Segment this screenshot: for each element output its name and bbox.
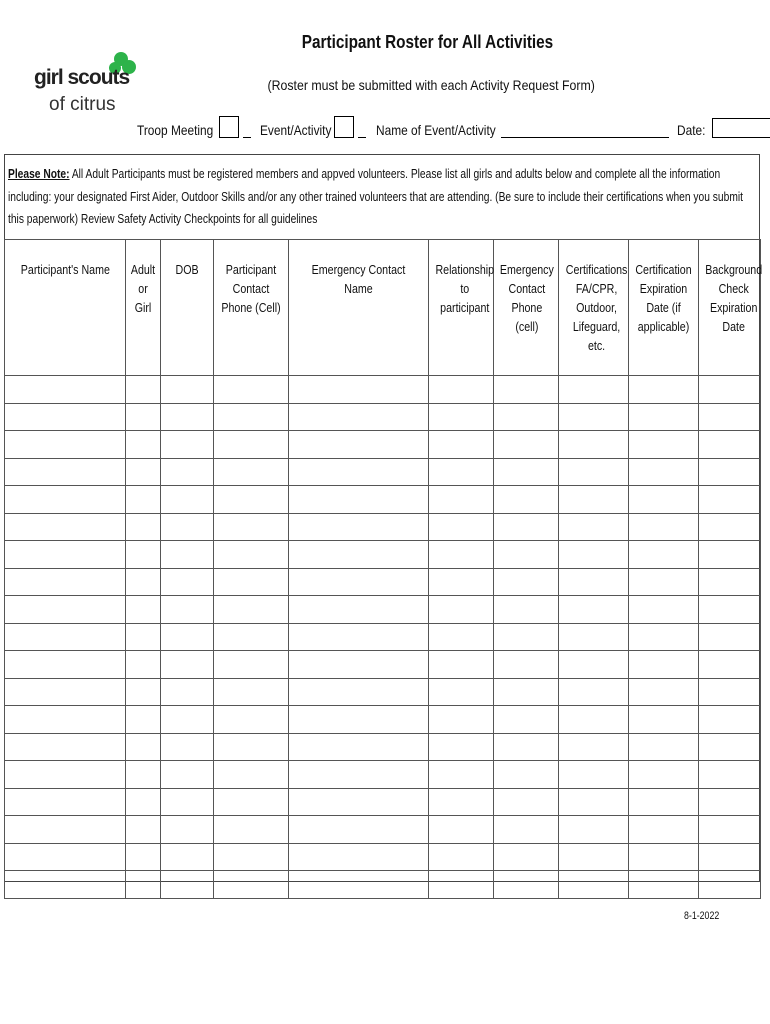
table-cell[interactable] xyxy=(214,706,289,734)
table-cell[interactable] xyxy=(5,843,126,871)
table-cell[interactable] xyxy=(5,678,126,706)
table-cell[interactable] xyxy=(289,678,429,706)
col-header-participant-phone: Participant Contact Phone (Cell) xyxy=(214,240,289,376)
table-cell[interactable] xyxy=(699,568,761,596)
table-row xyxy=(5,761,761,789)
table-cell[interactable] xyxy=(429,513,494,541)
table-cell[interactable] xyxy=(5,376,126,404)
table-cell[interactable] xyxy=(429,623,494,651)
table-cell[interactable] xyxy=(629,788,699,816)
table-cell[interactable] xyxy=(699,596,761,624)
table-cell[interactable] xyxy=(161,541,214,569)
table-cell[interactable] xyxy=(5,513,126,541)
table-cell[interactable] xyxy=(126,623,161,651)
troop-meeting-blank xyxy=(243,123,251,138)
table-cell[interactable] xyxy=(161,623,214,651)
table-cell[interactable] xyxy=(214,788,289,816)
table-cell[interactable] xyxy=(126,541,161,569)
table-cell[interactable] xyxy=(699,403,761,431)
table-cell[interactable] xyxy=(214,761,289,789)
table-cell[interactable] xyxy=(161,486,214,514)
table-cell[interactable] xyxy=(126,871,161,899)
table-cell[interactable] xyxy=(559,843,629,871)
col-header-background-check: Background Check Expiration Date xyxy=(699,240,761,376)
table-row xyxy=(5,513,761,541)
table-cell[interactable] xyxy=(429,431,494,459)
table-cell[interactable] xyxy=(161,788,214,816)
table-cell[interactable] xyxy=(699,871,761,899)
table-row xyxy=(5,568,761,596)
table-cell[interactable] xyxy=(5,623,126,651)
table-cell[interactable] xyxy=(559,513,629,541)
event-activity-label: Event/Activity xyxy=(260,122,332,138)
table-cell[interactable] xyxy=(126,403,161,431)
table-cell[interactable] xyxy=(429,596,494,624)
table-cell[interactable] xyxy=(214,376,289,404)
table-cell[interactable] xyxy=(429,761,494,789)
table-cell[interactable] xyxy=(214,513,289,541)
table-cell[interactable] xyxy=(629,706,699,734)
event-name-label: Name of Event/Activity xyxy=(376,122,496,138)
table-cell[interactable] xyxy=(214,596,289,624)
table-row xyxy=(5,458,761,486)
table-row xyxy=(5,651,761,679)
table-cell[interactable] xyxy=(289,431,429,459)
table-cell[interactable] xyxy=(429,568,494,596)
table-cell[interactable] xyxy=(126,486,161,514)
table-cell[interactable] xyxy=(161,843,214,871)
table-cell[interactable] xyxy=(429,843,494,871)
table-cell[interactable] xyxy=(699,376,761,404)
table-row xyxy=(5,596,761,624)
table-cell[interactable] xyxy=(214,651,289,679)
table-cell[interactable] xyxy=(429,403,494,431)
table-cell[interactable] xyxy=(629,541,699,569)
event-fields-row xyxy=(137,116,770,138)
table-cell[interactable] xyxy=(699,816,761,844)
table-cell[interactable] xyxy=(5,541,126,569)
table-cell[interactable] xyxy=(494,678,559,706)
table-cell[interactable] xyxy=(161,513,214,541)
table-row xyxy=(5,871,761,899)
table-cell[interactable] xyxy=(289,623,429,651)
table-cell[interactable] xyxy=(699,678,761,706)
table-cell[interactable] xyxy=(126,431,161,459)
table-cell[interactable] xyxy=(5,596,126,624)
table-cell[interactable] xyxy=(629,733,699,761)
table-cell[interactable] xyxy=(629,458,699,486)
table-cell[interactable] xyxy=(214,486,289,514)
table-cell[interactable] xyxy=(126,761,161,789)
table-cell[interactable] xyxy=(161,568,214,596)
table-cell[interactable] xyxy=(161,816,214,844)
col-header-emergency-contact-name: Emergency Contact Name xyxy=(289,240,429,376)
table-cell[interactable] xyxy=(214,403,289,431)
table-cell[interactable] xyxy=(289,651,429,679)
table-cell[interactable] xyxy=(559,761,629,789)
table-cell[interactable] xyxy=(629,403,699,431)
col-header-certifications: Certifications FA/CPR, Outdoor, Lifeguard, etc. xyxy=(559,240,629,376)
table-row xyxy=(5,733,761,761)
table-cell[interactable] xyxy=(429,678,494,706)
table-cell[interactable] xyxy=(429,651,494,679)
table-header-row xyxy=(5,240,761,376)
table-cell[interactable] xyxy=(494,761,559,789)
table-cell[interactable] xyxy=(699,541,761,569)
table-cell[interactable] xyxy=(429,733,494,761)
table-cell[interactable] xyxy=(494,431,559,459)
table-cell[interactable] xyxy=(5,458,126,486)
table-cell[interactable] xyxy=(559,541,629,569)
col-header-participant-name: Participant's Name xyxy=(5,240,126,376)
table-row xyxy=(5,486,761,514)
table-row xyxy=(5,678,761,706)
table-cell[interactable] xyxy=(494,706,559,734)
table-cell[interactable] xyxy=(126,513,161,541)
table-cell[interactable] xyxy=(5,431,126,459)
note-label: Please Note: xyxy=(8,167,70,181)
date-label: Date: xyxy=(676,122,706,138)
logo-text-line2: of citrus xyxy=(49,94,116,115)
table-cell[interactable] xyxy=(429,541,494,569)
col-header-cert-expiration: Certification Expiration Date (if applicable) xyxy=(629,240,699,376)
table-cell[interactable] xyxy=(5,486,126,514)
table-cell[interactable] xyxy=(214,843,289,871)
table-cell[interactable] xyxy=(161,651,214,679)
logo-text-line1: girl scouts xyxy=(34,66,130,89)
table-cell[interactable] xyxy=(126,678,161,706)
table-cell[interactable] xyxy=(214,568,289,596)
table-cell[interactable] xyxy=(161,403,214,431)
table-cell[interactable] xyxy=(429,871,494,899)
table-cell[interactable] xyxy=(214,816,289,844)
table-cell[interactable] xyxy=(494,623,559,651)
table-cell[interactable] xyxy=(126,788,161,816)
note-text: All Adult Participants must be registered members and appved volunteers. Please list all girls and adults below and complete all the information including: your designated First Aider, Outdoor Skills and/or any other trained volunteers that are attending. (Be sure to include their certifications when you submit this paperwork) Review Safety Activity Checkpoints for all guidelines xyxy=(8,167,743,226)
table-cell[interactable] xyxy=(214,733,289,761)
table-cell[interactable] xyxy=(699,486,761,514)
table-cell[interactable] xyxy=(629,376,699,404)
table-row xyxy=(5,623,761,651)
table-cell[interactable] xyxy=(429,376,494,404)
table-cell[interactable] xyxy=(5,706,126,734)
table-cell[interactable] xyxy=(289,376,429,404)
table-cell[interactable] xyxy=(5,788,126,816)
table-row xyxy=(5,431,761,459)
col-header-dob: DOB xyxy=(161,240,214,376)
table-cell[interactable] xyxy=(699,843,761,871)
table-cell[interactable] xyxy=(214,431,289,459)
table-cell[interactable] xyxy=(5,761,126,789)
table-cell[interactable] xyxy=(289,486,429,514)
table-cell[interactable] xyxy=(126,651,161,679)
roster-body xyxy=(5,376,761,899)
table-cell[interactable] xyxy=(494,871,559,899)
table-cell[interactable] xyxy=(699,733,761,761)
table-cell[interactable] xyxy=(494,568,559,596)
table-cell[interactable] xyxy=(429,816,494,844)
table-cell[interactable] xyxy=(699,651,761,679)
table-cell[interactable] xyxy=(5,568,126,596)
table-cell[interactable] xyxy=(161,871,214,899)
page-subtitle: (Roster must be submitted with each Activity Request Form) xyxy=(267,77,595,93)
table-cell[interactable] xyxy=(559,376,629,404)
table-cell[interactable] xyxy=(214,623,289,651)
table-cell[interactable] xyxy=(214,541,289,569)
table-cell[interactable] xyxy=(629,513,699,541)
table-cell[interactable] xyxy=(559,706,629,734)
table-row xyxy=(5,376,761,404)
table-cell[interactable] xyxy=(289,871,429,899)
table-cell[interactable] xyxy=(699,788,761,816)
table-cell[interactable] xyxy=(126,568,161,596)
table-cell[interactable] xyxy=(126,816,161,844)
date-field[interactable] xyxy=(712,118,770,138)
table-row xyxy=(5,541,761,569)
table-cell[interactable] xyxy=(289,761,429,789)
table-cell[interactable] xyxy=(126,706,161,734)
table-cell[interactable] xyxy=(699,706,761,734)
table-cell[interactable] xyxy=(161,678,214,706)
table-cell[interactable] xyxy=(629,871,699,899)
event-name-field[interactable] xyxy=(501,123,669,138)
table-cell[interactable] xyxy=(559,403,629,431)
table-cell[interactable] xyxy=(559,431,629,459)
col-header-adult-or-girl: Adult or Girl xyxy=(126,240,161,376)
table-cell[interactable] xyxy=(699,458,761,486)
table-cell[interactable] xyxy=(559,733,629,761)
table-cell[interactable] xyxy=(494,513,559,541)
table-cell[interactable] xyxy=(429,706,494,734)
table-cell[interactable] xyxy=(5,651,126,679)
table-cell[interactable] xyxy=(494,596,559,624)
table-cell[interactable] xyxy=(289,816,429,844)
table-cell[interactable] xyxy=(494,843,559,871)
table-row xyxy=(5,788,761,816)
table-cell[interactable] xyxy=(629,568,699,596)
table-cell[interactable] xyxy=(214,871,289,899)
table-cell[interactable] xyxy=(629,651,699,679)
table-row xyxy=(5,843,761,871)
table-cell[interactable] xyxy=(494,816,559,844)
table-cell[interactable] xyxy=(289,541,429,569)
table-cell[interactable] xyxy=(494,458,559,486)
table-cell[interactable] xyxy=(494,376,559,404)
table-cell[interactable] xyxy=(126,596,161,624)
table-cell[interactable] xyxy=(494,651,559,679)
table-cell[interactable] xyxy=(629,678,699,706)
table-cell[interactable] xyxy=(629,623,699,651)
table-cell[interactable] xyxy=(559,568,629,596)
table-cell[interactable] xyxy=(699,513,761,541)
table-cell[interactable] xyxy=(429,458,494,486)
col-header-relationship: Relationship to participant xyxy=(429,240,494,376)
table-cell[interactable] xyxy=(214,458,289,486)
table-cell[interactable] xyxy=(629,596,699,624)
troop-meeting-label: Troop Meeting xyxy=(137,122,214,138)
table-cell[interactable] xyxy=(699,623,761,651)
table-cell[interactable] xyxy=(289,403,429,431)
table-cell[interactable] xyxy=(629,486,699,514)
table-cell[interactable] xyxy=(5,816,126,844)
table-cell[interactable] xyxy=(289,706,429,734)
table-cell[interactable] xyxy=(5,871,126,899)
troop-meeting-checkbox[interactable] xyxy=(219,116,239,138)
table-cell[interactable] xyxy=(699,431,761,459)
page-title: Participant Roster for All Activities xyxy=(301,32,554,52)
table-cell[interactable] xyxy=(126,843,161,871)
table-cell[interactable] xyxy=(494,733,559,761)
table-cell[interactable] xyxy=(161,761,214,789)
roster-table xyxy=(4,239,761,899)
table-cell[interactable] xyxy=(289,458,429,486)
table-cell[interactable] xyxy=(214,678,289,706)
table-cell[interactable] xyxy=(161,596,214,624)
table-cell[interactable] xyxy=(559,871,629,899)
table-cell[interactable] xyxy=(494,486,559,514)
table-cell[interactable] xyxy=(5,733,126,761)
table-cell[interactable] xyxy=(289,596,429,624)
table-cell[interactable] xyxy=(289,788,429,816)
table-cell[interactable] xyxy=(5,403,126,431)
table-cell[interactable] xyxy=(126,376,161,404)
table-cell[interactable] xyxy=(429,486,494,514)
table-cell[interactable] xyxy=(629,431,699,459)
table-cell[interactable] xyxy=(629,843,699,871)
event-activity-checkbox[interactable] xyxy=(334,116,354,138)
table-cell[interactable] xyxy=(161,733,214,761)
table-cell[interactable] xyxy=(494,403,559,431)
table-cell[interactable] xyxy=(289,568,429,596)
table-row xyxy=(5,706,761,734)
revision-date: 8-1-2022 xyxy=(684,910,720,922)
table-cell[interactable] xyxy=(494,788,559,816)
table-cell[interactable] xyxy=(629,761,699,789)
table-cell[interactable] xyxy=(161,706,214,734)
table-cell[interactable] xyxy=(559,651,629,679)
table-cell[interactable] xyxy=(559,816,629,844)
table-cell[interactable] xyxy=(559,678,629,706)
table-cell[interactable] xyxy=(629,816,699,844)
table-cell[interactable] xyxy=(429,788,494,816)
table-cell[interactable] xyxy=(559,596,629,624)
table-cell[interactable] xyxy=(289,513,429,541)
table-row xyxy=(5,816,761,844)
table-cell[interactable] xyxy=(289,733,429,761)
table-cell[interactable] xyxy=(161,431,214,459)
table-cell[interactable] xyxy=(126,458,161,486)
table-cell[interactable] xyxy=(559,486,629,514)
table-row xyxy=(5,403,761,431)
table-cell[interactable] xyxy=(699,761,761,789)
event-activity-blank xyxy=(358,123,366,138)
table-cell[interactable] xyxy=(289,843,429,871)
table-cell[interactable] xyxy=(559,788,629,816)
table-cell[interactable] xyxy=(494,541,559,569)
please-note xyxy=(8,163,754,231)
table-cell[interactable] xyxy=(161,376,214,404)
table-cell[interactable] xyxy=(559,458,629,486)
table-cell[interactable] xyxy=(126,733,161,761)
table-cell[interactable] xyxy=(161,458,214,486)
table-cell[interactable] xyxy=(559,623,629,651)
col-header-emergency-phone: Emergency Contact Phone (cell) xyxy=(494,240,559,376)
